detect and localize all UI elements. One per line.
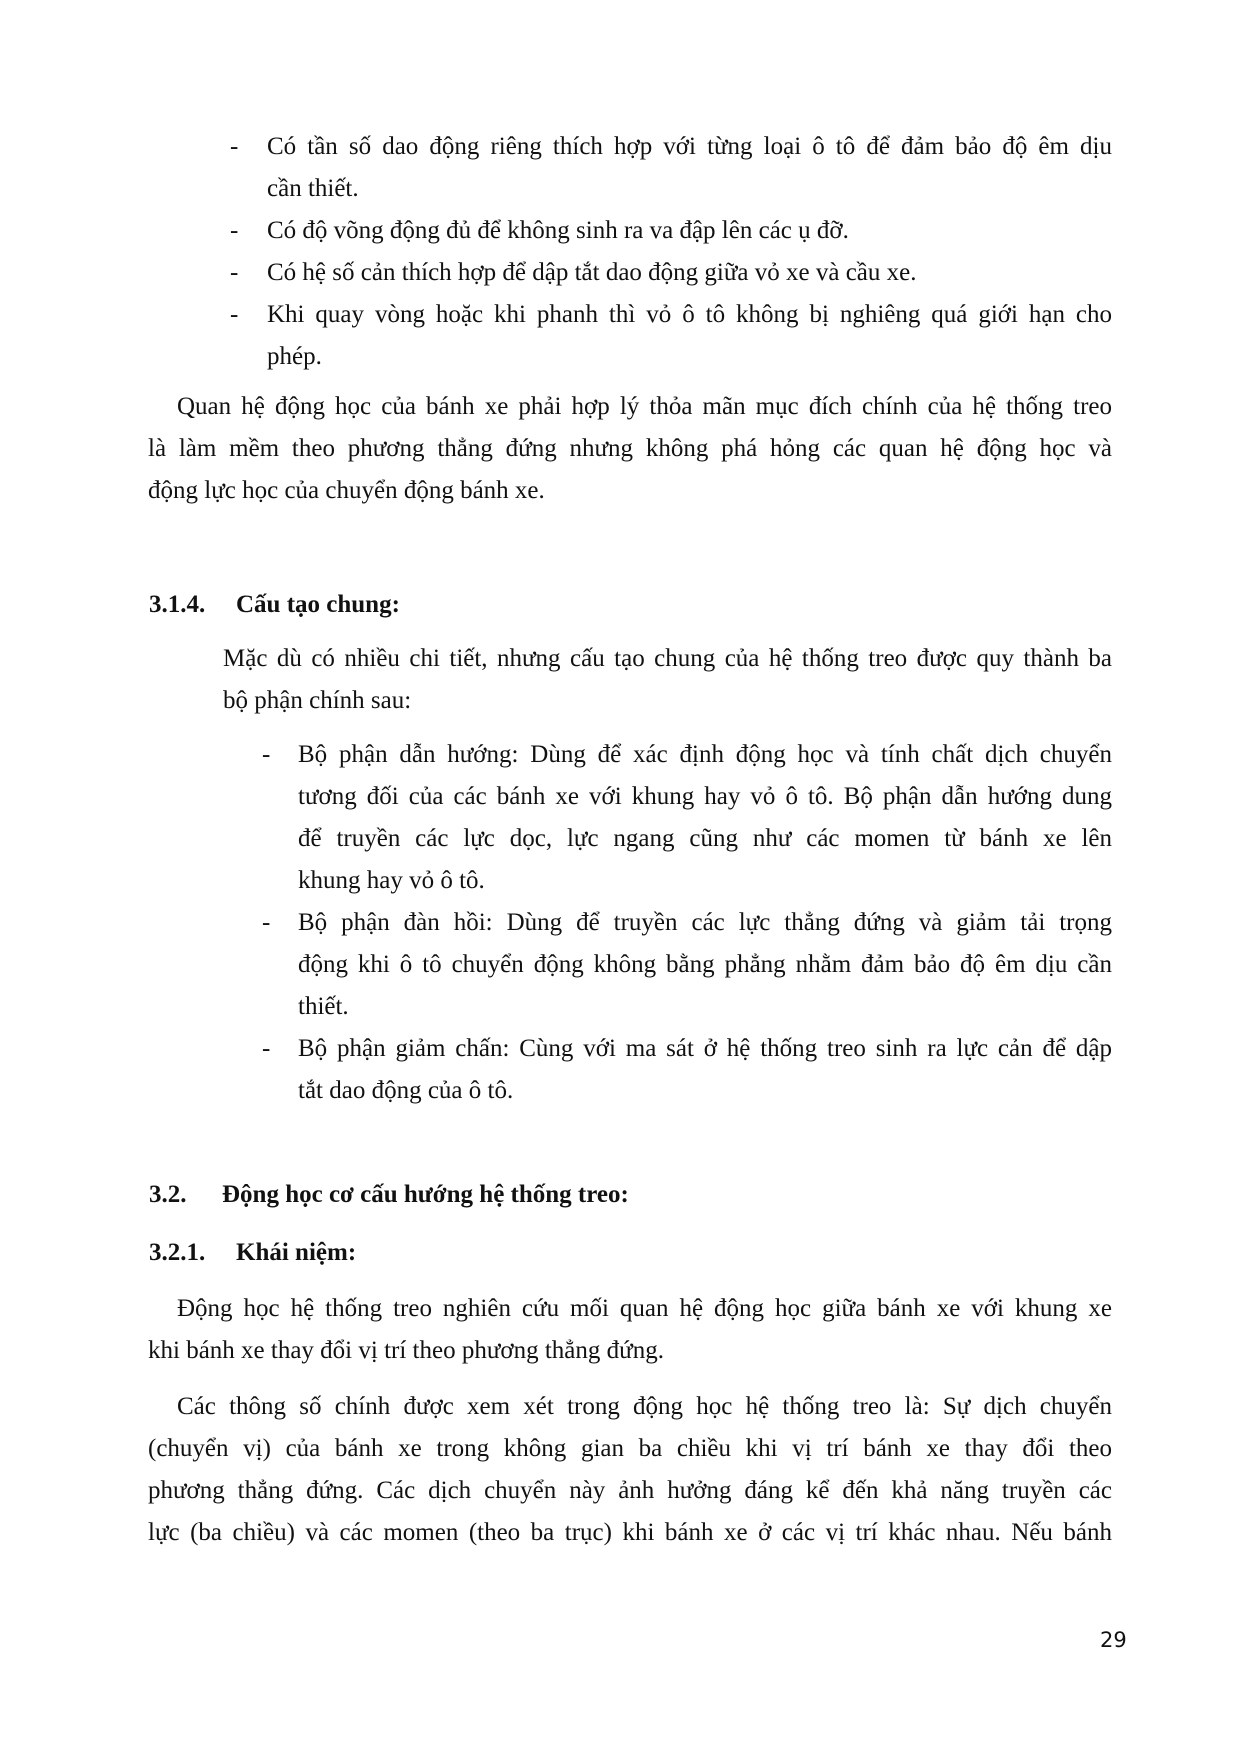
bullet-text-line: Có độ võng động đủ để không sinh ra va đập lên các ụ đỡ. <box>267 217 849 244</box>
bullet-text-line: để truyền các lực dọc, lực ngang cũng như các momen từ bánh xe lên <box>298 825 1112 852</box>
bullet-text-line: tương đối của các bánh xe với khung hay vỏ ô tô. Bộ phận dẫn hướng dung <box>298 783 1112 810</box>
page-number: 29 <box>1100 1628 1127 1652</box>
bullet-text-line: thiết. <box>298 993 349 1020</box>
paragraph-line: Mặc dù có nhiều chi tiết, nhưng cấu tạo chung của hệ thống treo được quy thành ba <box>223 645 1112 672</box>
heading-title: Cấu tạo chung: <box>236 591 400 618</box>
paragraph-line: bộ phận chính sau: <box>223 687 412 714</box>
heading-title: Động học cơ cấu hướng hệ thống treo: <box>222 1181 629 1208</box>
bullet-dash: - <box>230 259 239 286</box>
bullet-text-line: Khi quay vòng hoặc khi phanh thì vỏ ô tô không bị nghiêng quá giới hạn cho <box>267 301 1112 328</box>
paragraph-line: khi bánh xe thay đổi vị trí theo phương thẳng đứng. <box>148 1337 664 1364</box>
bullet-text-line: tắt dao động của ô tô. <box>298 1077 514 1104</box>
bullet-text-line: động khi ô tô chuyển động không bằng phẳng nhằm đảm bảo độ êm dịu cần <box>298 951 1112 978</box>
bullet-dash: - <box>262 909 271 936</box>
bullet-text-line: cần thiết. <box>267 175 359 202</box>
bullet-text-line: khung hay vỏ ô tô. <box>298 867 485 894</box>
paragraph-line: Các thông số chính được xem xét trong động học hệ thống treo là: Sự dịch chuyển <box>177 1393 1112 1420</box>
paragraph-line: động lực học của chuyển động bánh xe. <box>148 477 545 504</box>
paragraph-line: (chuyển vị) của bánh xe trong không gian ba chiều khi vị trí bánh xe thay đổi theo <box>148 1435 1112 1462</box>
bullet-text-line: Bộ phận dẫn hướng: Dùng để xác định động học và tính chất dịch chuyển <box>298 741 1112 768</box>
bullet-text-line: phép. <box>267 343 322 370</box>
paragraph-line: Động học hệ thống treo nghiên cứu mối quan hệ động học giữa bánh xe với khung xe <box>177 1295 1112 1322</box>
bullet-dash: - <box>230 133 239 160</box>
paragraph-line: Quan hệ động học của bánh xe phải hợp lý thỏa mãn mục đích chính của hệ thống treo <box>177 393 1112 420</box>
bullet-text-line: Bộ phận đàn hồi: Dùng để truyền các lực thẳng đứng và giảm tải trọng <box>298 909 1112 936</box>
heading-number: 3.1.4. <box>149 591 206 618</box>
paragraph-line: là làm mềm theo phương thẳng đứng nhưng không phá hỏng các quan hệ động học và <box>148 435 1112 462</box>
bullet-dash: - <box>230 301 239 328</box>
bullet-text-line: Bộ phận giảm chấn: Cùng với ma sát ở hệ thống treo sinh ra lực cản để dập <box>298 1035 1112 1062</box>
bullet-text-line: Có hệ số cản thích hợp để dập tắt dao động giữa vỏ xe và cầu xe. <box>267 259 917 286</box>
bullet-dash: - <box>262 1035 271 1062</box>
bullet-dash: - <box>230 217 239 244</box>
paragraph-line: phương thẳng đứng. Các dịch chuyển này ảnh hưởng đáng kể đến khả năng truyền các <box>148 1477 1112 1504</box>
paragraph-line: lực (ba chiều) và các momen (theo ba trục) khi bánh xe ở các vị trí khác nhau. Nếu bánh <box>148 1519 1112 1546</box>
bullet-dash: - <box>262 741 271 768</box>
heading-number: 3.2. <box>149 1181 187 1208</box>
heading-title: Khái niệm: <box>236 1239 357 1266</box>
heading-number: 3.2.1. <box>149 1239 206 1266</box>
bullet-text-line: Có tần số dao động riêng thích hợp với từng loại ô tô để đảm bảo độ êm dịu <box>267 133 1112 160</box>
